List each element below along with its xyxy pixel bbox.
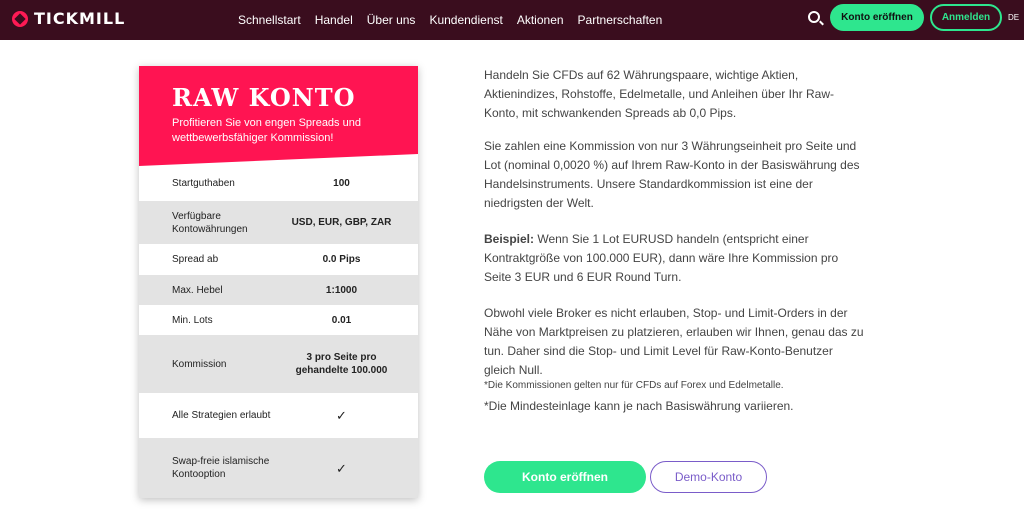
row-label: Max. Hebel: [172, 284, 223, 296]
top-navigation-bar: [0, 0, 1024, 40]
tickmill-logo-icon: [12, 11, 28, 27]
intro-paragraph: Handeln Sie CFDs auf 62 Währungspaare, wichtige Aktien, Aktienindizes, Rohstoffe, Edelmetalle, und Anleihen über Ihr Raw-Konto, mit schwankenden Spreads ab 0,0 Pips.: [484, 68, 834, 120]
nav-kundendienst[interactable]: Kundendienst: [429, 13, 503, 27]
table-row: [139, 275, 418, 305]
open-account-button[interactable]: Konto eröffnen: [484, 461, 646, 493]
row-value: 0.01: [331, 314, 352, 326]
nav-handel[interactable]: Handel: [314, 13, 353, 27]
table-row: [139, 201, 418, 244]
row-value: 0.0 Pips: [322, 254, 361, 265]
row-label: Alle Strategien erlaubt: [172, 410, 271, 421]
table-row: [139, 393, 418, 438]
row-label: Min. Lots: [172, 314, 213, 326]
open-account-button-header[interactable]: Konto eröffnen: [830, 4, 924, 31]
search-icon[interactable]: [808, 11, 820, 23]
row-value: 3 pro Seite pro gehandelte 100.000: [295, 352, 388, 376]
nav-ueber-uns[interactable]: Über uns: [366, 13, 416, 27]
row-label: Kommission: [172, 358, 227, 370]
checkmark-icon: ✓: [336, 408, 347, 423]
demo-account-button[interactable]: Demo-Konto: [650, 461, 767, 493]
checkmark-icon: ✓: [336, 460, 347, 476]
example-text: Wenn Sie 1 Lot EURUSD handeln (entspricht einer Kontraktgröße von 100.000 EUR), dann wäre Ihre Kommission pro Seite 3 EUR und 6 EUR Round Turn.: [484, 232, 839, 284]
logo-text: TICKMILL: [34, 9, 126, 28]
nav-aktionen[interactable]: Aktionen: [516, 13, 564, 27]
example-paragraph: [484, 230, 864, 287]
table-row: [139, 166, 418, 201]
nav-partnerschaften[interactable]: Partnerschaften: [577, 13, 663, 27]
commission-note: *Die Kommissionen gelten nur für CFDs auf Forex und Edelmetalle.: [484, 380, 784, 391]
main-nav: [238, 0, 662, 40]
table-row: [139, 244, 418, 275]
row-value: USD, EUR, GBP, ZAR: [291, 217, 392, 228]
account-features-table: [139, 166, 418, 498]
row-label: Spread ab: [172, 254, 219, 265]
login-button[interactable]: Anmelden: [930, 4, 1002, 31]
row-label: Swap-freie islamische Kontooption: [172, 456, 270, 480]
card-subtitle: Profitieren Sie von engen Spreads und wettbewerbsfähiger Kommission!: [172, 117, 361, 144]
example-label: Beispiel:: [484, 232, 535, 246]
deposit-note: *Die Mindesteinlage kann je nach Basiswährung variieren.: [484, 399, 794, 413]
tickmill-logo[interactable]: [12, 9, 125, 28]
card-title: RAW KONTO: [172, 83, 356, 112]
row-value: 1:1000: [325, 284, 358, 296]
language-selector[interactable]: DE: [1008, 13, 1020, 22]
row-value: 100: [333, 178, 350, 189]
row-label: Startguthaben: [172, 178, 235, 189]
raw-account-card: [139, 66, 418, 498]
stop-limit-paragraph: Obwohl viele Broker es nicht erlauben, Stop- und Limit-Orders in der Nähe von Marktpreisen zu platzieren, erlauben wir Ihnen, genau das zu tun. Daher sind die Stop- und Limit Level für Raw-Konto-Benutzer gleich Null.: [484, 306, 864, 377]
commission-paragraph: Sie zahlen eine Kommission von nur 3 Währungseinheit pro Seite und Lot (nominal 0,0020 %) auf Ihrem Raw-Konto in der Basiswährung des Handelsinstruments. Unsere Standardkommission ist eine der niedrigsten der Welt.: [484, 139, 860, 210]
row-label: Verfügbare Kontowährungen: [172, 210, 248, 235]
table-row: [139, 438, 418, 498]
nav-schnellstart[interactable]: Schnellstart: [238, 13, 301, 27]
table-row: [139, 335, 418, 393]
table-row: [139, 305, 418, 335]
